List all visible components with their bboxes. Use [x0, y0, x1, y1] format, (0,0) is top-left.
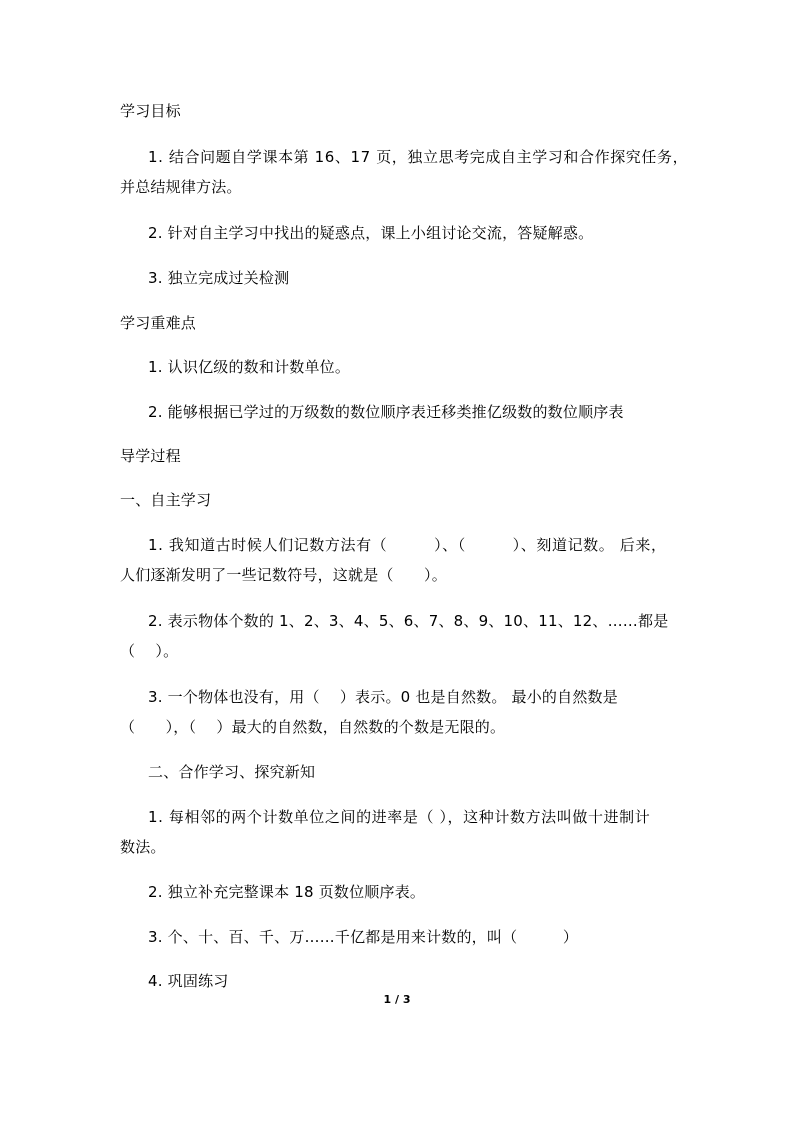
- key-point-1: 1. 认识亿级的数和计数单位。: [148, 358, 351, 376]
- part-one-item-3-line-1: 3. 一个物体也没有，用（ ）表示。0 也是自然数。 最小的自然数是: [148, 688, 618, 706]
- part-one-item-1-line-1: 1. 我知道古时候人们记数方法有（ ）、（ ）、刻道记数。 后来，: [148, 536, 667, 554]
- goals-heading: 学习目标: [120, 102, 181, 120]
- key-points-heading: 学习重难点: [120, 314, 197, 332]
- part-one-item-3-line-2: （ ），（ ）最大的自然数，自然数的个数是无限的。: [120, 718, 506, 736]
- part-one-item-1-line-2: 人们逐渐发明了一些记数符号，这就是（ ）。: [120, 566, 447, 584]
- goal-2: 2. 针对自主学习中找出的疑惑点，课上小组讨论交流，答疑解惑。: [148, 224, 594, 242]
- part-two-heading: 二、合作学习、探究新知: [148, 763, 316, 781]
- part-one-item-2-line-1: 2. 表示物体个数的 1、2、3、4、5、6、7、8、9、10、11、12、……都是: [148, 612, 669, 630]
- part-two-item-1-line-2: 数法。: [120, 838, 166, 856]
- goal-1-line-1: 1. 结合问题自学课本第 16、17 页，独立思考完成自主学习和合作探究任务，: [148, 148, 689, 166]
- goal-3: 3. 独立完成过关检测: [148, 269, 290, 287]
- process-heading: 导学过程: [120, 447, 181, 465]
- part-one-heading: 一、自主学习: [120, 491, 212, 509]
- key-point-2: 2. 能够根据已学过的万级数的数位顺序表迁移类推亿级数的数位顺序表: [148, 403, 624, 421]
- page-number: 1 / 3: [383, 993, 411, 1006]
- part-two-item-2: 2. 独立补充完整课本 18 页数位顺序表。: [148, 883, 426, 901]
- part-two-item-3: 3. 个、十、百、千、万……千亿都是用来计数的，叫（ ）: [148, 928, 579, 946]
- part-two-item-4: 4. 巩固练习: [148, 972, 229, 990]
- goal-1-line-2: 并总结规律方法。: [120, 178, 242, 196]
- part-one-item-2-line-2: （ ）。: [120, 642, 179, 660]
- part-two-item-1-line-1: 1. 每相邻的两个计数单位之间的进率是（ ），这种计数方法叫做十进制计: [148, 808, 651, 826]
